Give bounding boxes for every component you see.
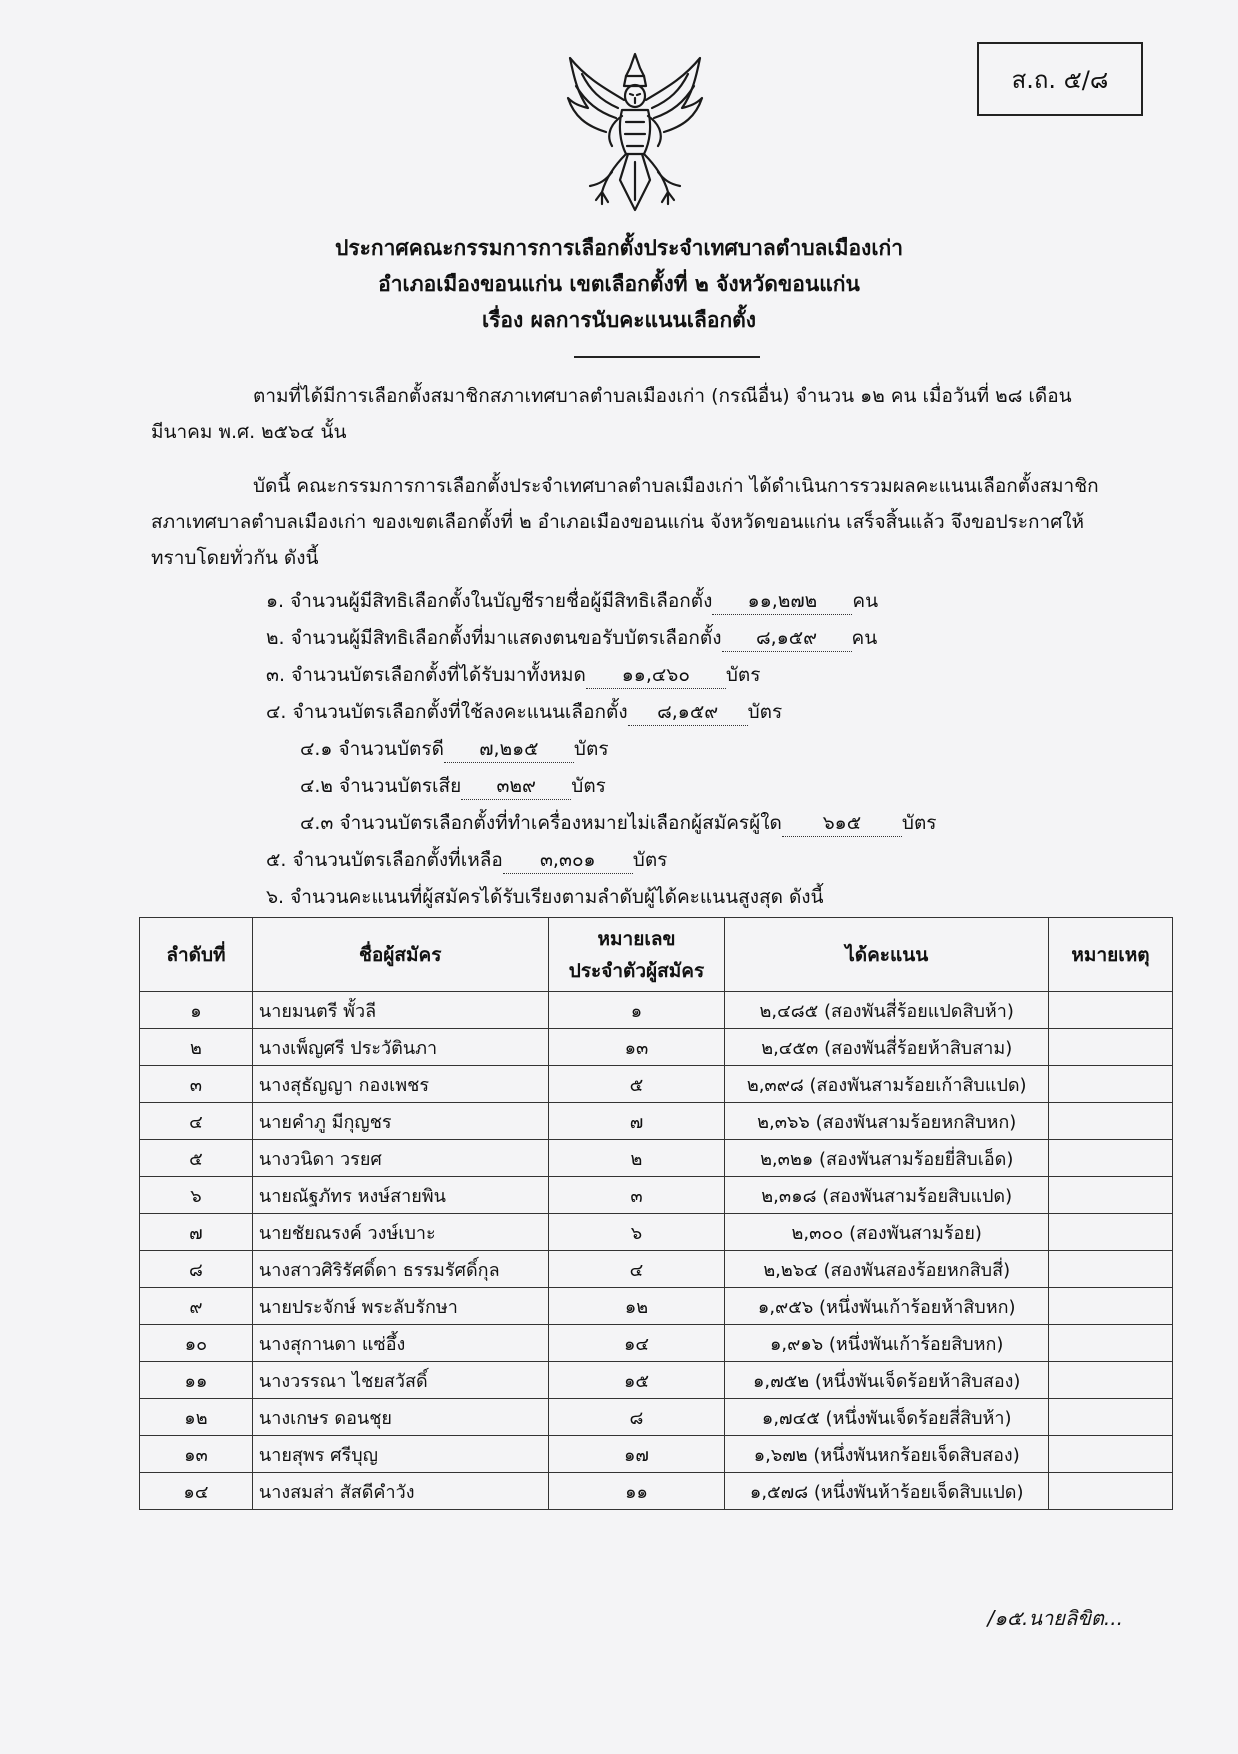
cell-rank: ๕ — [140, 1140, 253, 1177]
cell-rank: ๒ — [140, 1029, 253, 1066]
header-district: อำเภอเมืองขอนแก่น เขตเลือกตั้งที่ ๒ จังหวัดขอนแก่น — [378, 272, 860, 296]
item-label: ๔.๓ จำนวนบัตรเลือกตั้งที่ทำเครื่องหมายไม่เลือกผู้สมัครผู้ใด — [300, 812, 782, 834]
cell-score: ๑,๙๕๖ (หนึ่งพันเก้าร้อยห้าสิบหก) — [725, 1288, 1049, 1325]
cell-note — [1049, 1214, 1173, 1251]
item-value: ๓๒๙ — [461, 773, 571, 800]
cell-rank: ๓ — [140, 1066, 253, 1103]
item-value: ๓,๓๐๑ — [503, 847, 633, 874]
header-subject: เรื่อง ผลการนับคะแนนเลือกตั้ง — [481, 308, 757, 332]
cell-score: ๒,๓๖๖ (สองพันสามร้อยหกสิบหก) — [725, 1103, 1049, 1140]
item-label: ๔.๑ จำนวนบัตรดี — [300, 738, 444, 760]
item-label: ๔. จำนวนบัตรเลือกตั้งที่ใช้ลงคะแนนเลือกตั้ง — [266, 701, 628, 723]
cell-name: นายคำภู มีกุญชร — [252, 1103, 548, 1140]
item-label: ๖. จำนวนคะแนนที่ผู้สมัครได้รับเรียงตามลำดับผู้ได้คะแนนสูงสุด ดังนี้ — [266, 886, 824, 908]
cell-rank: ๑๒ — [140, 1399, 253, 1436]
cell-score: ๒,๒๖๔ (สองพันสองร้อยหกสิบสี่) — [725, 1251, 1049, 1288]
cell-rank: ๖ — [140, 1177, 253, 1214]
item-value: ๑๑,๔๖๐ — [586, 662, 726, 689]
item-no-vote-ballots — [300, 807, 937, 839]
item-scores-heading — [266, 881, 824, 913]
table-header-row — [140, 918, 1173, 992]
item-unit: บัตร — [571, 775, 606, 797]
item-unit: บัตร — [573, 738, 609, 760]
cell-score: ๒,๓๐๐ (สองพันสามร้อย) — [725, 1214, 1049, 1251]
cell-name: นางวนิดา วรยศ — [252, 1140, 548, 1177]
cell-rank: ๘ — [140, 1251, 253, 1288]
table-row — [140, 1288, 1173, 1325]
cell-name: นายชัยณรงค์ วงษ์เบาะ — [252, 1214, 548, 1251]
table-row — [140, 992, 1173, 1029]
paragraph-announcement — [151, 468, 1124, 576]
item-voters-turnout — [266, 622, 877, 654]
cell-name: นายสุพร ศรีบุญ — [252, 1436, 548, 1473]
table-row — [140, 1066, 1173, 1103]
cell-number: ๑๓ — [548, 1029, 725, 1066]
paragraph-intro — [151, 378, 1124, 450]
cell-note — [1049, 1362, 1173, 1399]
cell-name: นายมนตรี พั้วลี — [252, 992, 548, 1029]
cell-score: ๑,๗๕๒ (หนึ่งพันเจ็ดร้อยห้าสิบสอง) — [725, 1362, 1049, 1399]
cell-note — [1049, 1251, 1173, 1288]
cell-note — [1049, 1288, 1173, 1325]
item-unit: บัตร — [747, 701, 783, 723]
header-number-line1: หมายเลข — [597, 927, 676, 950]
cell-score: ๒,๓๑๘ (สองพันสามร้อยสิบแปด) — [725, 1177, 1049, 1214]
cell-score: ๑,๙๑๖ (หนึ่งพันเก้าร้อยสิบหก) — [725, 1325, 1049, 1362]
item-label: ๓. จำนวนบัตรเลือกตั้งที่ได้รับมาทั้งหมด — [266, 664, 586, 686]
cell-number: ๗ — [548, 1103, 725, 1140]
cell-number: ๖ — [548, 1214, 725, 1251]
cell-name: นางสุธัญญา กองเพชร — [252, 1066, 548, 1103]
item-value: ๖๑๕ — [782, 810, 902, 837]
cell-score: ๑,๗๔๕ (หนึ่งพันเจ็ดร้อยสี่สิบห้า) — [725, 1399, 1049, 1436]
cell-number: ๑๗ — [548, 1436, 725, 1473]
cell-number: ๒ — [548, 1140, 725, 1177]
cell-note — [1049, 1473, 1173, 1510]
item-unit: บัตร — [632, 849, 668, 871]
item-label: ๑. จำนวนผู้มีสิทธิเลือกตั้งในบัญชีรายชื่อผู้มีสิทธิเลือกตั้ง — [266, 590, 713, 612]
cell-note — [1049, 1103, 1173, 1140]
item-unit: บัตร — [901, 812, 937, 834]
item-unit: คน — [852, 590, 879, 612]
item-value: ๘,๑๕๙ — [628, 699, 748, 726]
table-row — [140, 1362, 1173, 1399]
header-rank: ลำดับที่ — [140, 918, 253, 992]
table-row — [140, 1251, 1173, 1288]
item-value: ๗,๒๑๕ — [444, 736, 574, 763]
table-row — [140, 1029, 1173, 1066]
item-eligible-voters — [266, 585, 878, 617]
table-row — [140, 1140, 1173, 1177]
cell-rank: ๗ — [140, 1214, 253, 1251]
cell-score: ๒,๔๘๕ (สองพันสี่ร้อยแปดสิบห้า) — [725, 992, 1049, 1029]
cell-rank: ๑๑ — [140, 1362, 253, 1399]
table-row — [140, 1214, 1173, 1251]
paragraph-announcement-text: บัดนี้ คณะกรรมการการเลือกตั้งประจำเทศบาลตำบลเมืองเก่า ได้ดำเนินการรวมผลคะแนนเลือกตั้งสมาชิกสภาเทศบาลตำบลเมืองเก่า ของเขตเลือกตั้งที่ ๒ อำเภอเมืองขอนแก่น จังหวัดขอนแก่น เสร็จสิ้นแล้ว จึงขอประกาศให้ทราบโดยทั่วกัน ดังนี้ — [151, 475, 1099, 569]
item-value: ๘,๑๕๙ — [722, 625, 852, 652]
item-spoiled-ballots — [300, 770, 606, 802]
cell-name: นางเกษร ดอนชุย — [252, 1399, 548, 1436]
cell-rank: ๙ — [140, 1288, 253, 1325]
item-label: ๔.๒ จำนวนบัตรเสีย — [300, 775, 462, 797]
cell-number: ๑๑ — [548, 1473, 725, 1510]
cell-score: ๑,๖๗๒ (หนึ่งพันหกร้อยเจ็ดสิบสอง) — [725, 1436, 1049, 1473]
cell-name: นางสุกานดา แซ่อึ้ง — [252, 1325, 548, 1362]
header-title: ประกาศคณะกรรมการการเลือกตั้งประจำเทศบาลตำบลเมืองเก่า — [334, 236, 903, 260]
cell-name: นายประจักษ์ พระลับรักษา — [252, 1288, 548, 1325]
garuda-emblem-icon — [560, 50, 710, 220]
cell-rank: ๑๓ — [140, 1436, 253, 1473]
cell-name: นางเพ็ญศรี ประวัตินภา — [252, 1029, 548, 1066]
form-code: ส.ถ. ๕/๘ — [1011, 65, 1109, 94]
cell-rank: ๔ — [140, 1103, 253, 1140]
cell-score: ๑,๕๗๘ (หนึ่งพันห้าร้อยเจ็ดสิบแปด) — [725, 1473, 1049, 1510]
cell-note — [1049, 992, 1173, 1029]
cell-note — [1049, 1436, 1173, 1473]
table-row — [140, 1103, 1173, 1140]
form-code-box — [977, 42, 1143, 116]
table-row — [140, 1436, 1173, 1473]
cell-number: ๑๔ — [548, 1325, 725, 1362]
cell-number: ๑๒ — [548, 1288, 725, 1325]
cell-note — [1049, 1029, 1173, 1066]
cell-score: ๒,๓๒๑ (สองพันสามร้อยยี่สิบเอ็ด) — [725, 1140, 1049, 1177]
cell-name: นางสาวศิริรัศดิ์ดา ธรรมรัศดิ์กุล — [252, 1251, 548, 1288]
item-label: ๒. จำนวนผู้มีสิทธิเลือกตั้งที่มาแสดงตนขอรับบัตรเลือกตั้ง — [266, 627, 722, 649]
cell-number: ๘ — [548, 1399, 725, 1436]
cell-note — [1049, 1399, 1173, 1436]
cell-rank: ๑๔ — [140, 1473, 253, 1510]
header-number-line2: ประจำตัวผู้สมัคร — [568, 959, 705, 982]
header-divider — [574, 356, 760, 358]
item-good-ballots — [300, 733, 609, 765]
item-unit: บัตร — [725, 664, 761, 686]
cell-score: ๒,๓๙๘ (สองพันสามร้อยเก้าสิบแปด) — [725, 1066, 1049, 1103]
table-row — [140, 1325, 1173, 1362]
cell-name: นางสมส่า สัสดีคำวัง — [252, 1473, 548, 1510]
cell-number: ๔ — [548, 1251, 725, 1288]
cell-rank: ๑ — [140, 992, 253, 1029]
cell-number: ๕ — [548, 1066, 725, 1103]
cell-number: ๑๕ — [548, 1362, 725, 1399]
table-row — [140, 1473, 1173, 1510]
item-ballots-used — [266, 696, 782, 728]
cell-number: ๓ — [548, 1177, 725, 1214]
header-score: ได้คะแนน — [725, 918, 1049, 992]
header-note: หมายเหตุ — [1049, 918, 1173, 992]
item-value: ๑๑,๒๗๒ — [712, 588, 852, 615]
cell-name: นางวรรณา ไชยสวัสดิ์ — [252, 1362, 548, 1399]
table-row — [140, 1399, 1173, 1436]
item-ballots-received — [266, 659, 760, 691]
cell-note — [1049, 1177, 1173, 1214]
results-table — [139, 917, 1173, 1510]
announcement-header — [0, 230, 1238, 338]
table-row — [140, 1177, 1173, 1214]
cell-note — [1049, 1066, 1173, 1103]
cell-note — [1049, 1325, 1173, 1362]
cell-score: ๒,๔๕๓ (สองพันสี่ร้อยห้าสิบสาม) — [725, 1029, 1049, 1066]
cell-rank: ๑๐ — [140, 1325, 253, 1362]
cell-name: นายณัฐภัทร หงษ์สายพิน — [252, 1177, 548, 1214]
continuation-note: /๑๕.นายลิขิต... — [987, 1606, 1123, 1630]
cell-note — [1049, 1140, 1173, 1177]
item-unit: คน — [851, 627, 878, 649]
item-label: ๕. จำนวนบัตรเลือกตั้งที่เหลือ — [266, 849, 503, 871]
cell-number: ๑ — [548, 992, 725, 1029]
header-number — [548, 918, 725, 992]
item-remaining-ballots — [266, 844, 667, 876]
paragraph-intro-text: ตามที่ได้มีการเลือกตั้งสมาชิกสภาเทศบาลตำบลเมืองเก่า (กรณีอื่น) จำนวน ๑๒ คน เมื่อวันที่ ๒๘ เดือน มีนาคม พ.ศ. ๒๕๖๔ นั้น — [151, 385, 1072, 443]
header-name: ชื่อผู้สมัคร — [252, 918, 548, 992]
